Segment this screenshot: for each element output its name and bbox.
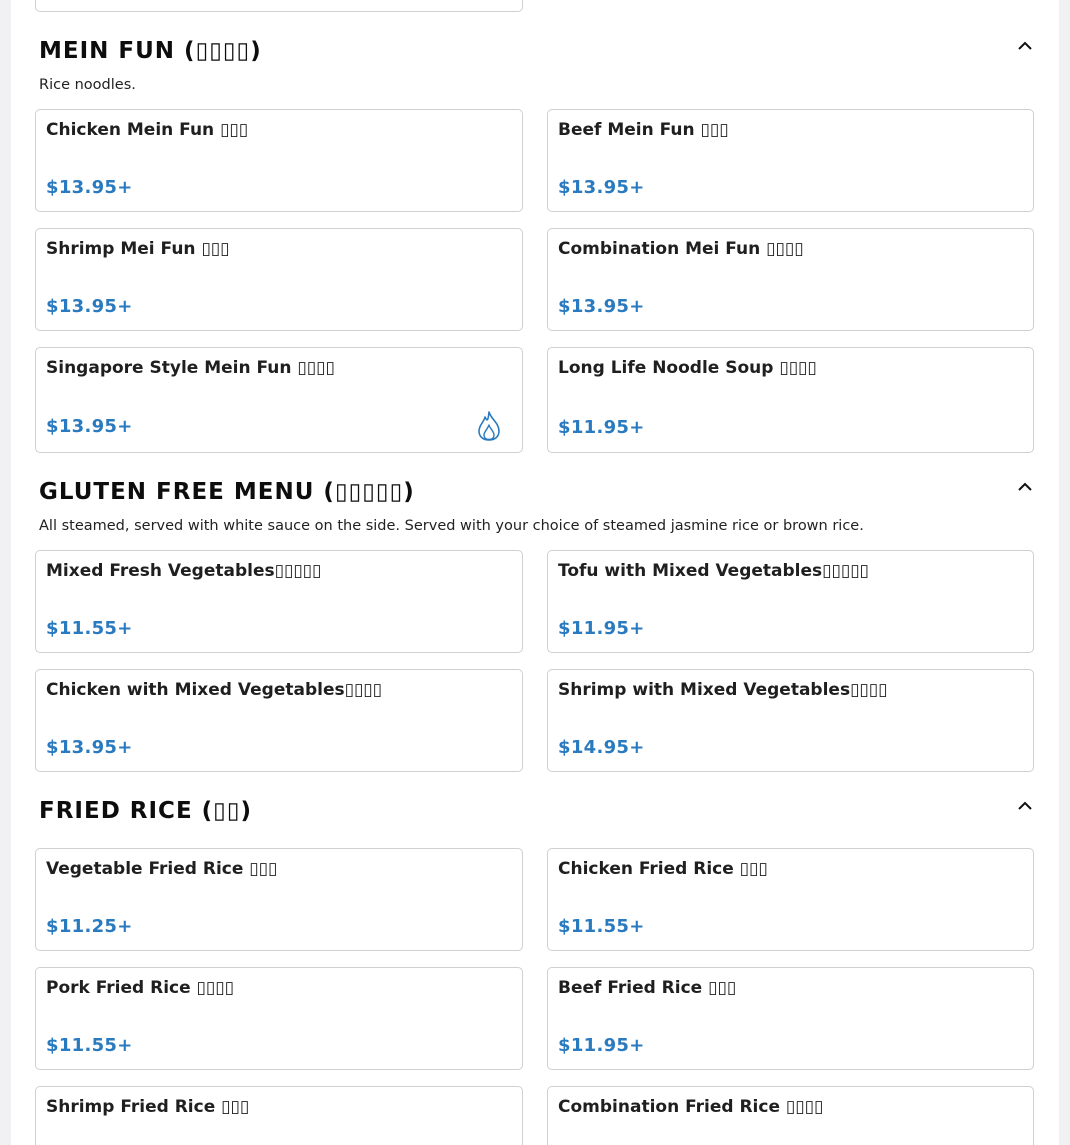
menu-item-price: $13.95+: [46, 177, 133, 198]
menu-item-price: $11.55+: [46, 1035, 133, 1056]
menu-item-card[interactable]: [547, 967, 1034, 1070]
menu-item-card[interactable]: [547, 347, 1034, 453]
menu-item-card[interactable]: [35, 550, 523, 653]
menu-item-name: Combination Fried Rice ▯▯▯▯: [558, 1097, 824, 1117]
chevron-up-icon[interactable]: [1015, 38, 1035, 54]
section-title-fried-rice: FRIED RICE (▯▯): [39, 798, 252, 824]
menu-item-name: Mixed Fresh Vegetables▯▯▯▯▯: [46, 561, 322, 581]
menu-item-name: Chicken Mein Fun ▯▯▯: [46, 120, 249, 140]
menu-item-card[interactable]: [547, 1086, 1034, 1145]
menu-item-price: $11.55+: [558, 916, 645, 937]
menu-item-name: Shrimp Mei Fun ▯▯▯: [46, 239, 230, 259]
menu-item-card[interactable]: [547, 848, 1034, 951]
menu-item-name: Pork Fried Rice ▯▯▯▯: [46, 978, 234, 998]
menu-item-card[interactable]: [547, 109, 1034, 212]
chevron-up-icon[interactable]: [1015, 798, 1035, 814]
menu-item-card[interactable]: [35, 109, 523, 212]
menu-item-name: Shrimp Fried Rice ▯▯▯: [46, 1097, 250, 1117]
menu-item-name: Tofu with Mixed Vegetables▯▯▯▯▯: [558, 561, 869, 581]
menu-item-card[interactable]: [35, 669, 523, 772]
menu-item-price: $13.95+: [46, 296, 133, 317]
menu-item-card[interactable]: [35, 967, 523, 1070]
menu-item-price: $11.55+: [46, 618, 133, 639]
menu-item-price: $11.25+: [46, 916, 133, 937]
menu-item-name: Vegetable Fried Rice ▯▯▯: [46, 859, 278, 879]
menu-item-name: Long Life Noodle Soup ▯▯▯▯: [558, 358, 817, 378]
menu-item-card[interactable]: [35, 347, 523, 453]
menu-item-price: $13.95+: [46, 737, 133, 758]
menu-item-name: Chicken with Mixed Vegetables▯▯▯▯: [46, 680, 383, 700]
menu-item-card[interactable]: [547, 550, 1034, 653]
menu-item-price: $11.95+: [558, 618, 645, 639]
menu-item-price: $14.95+: [558, 737, 645, 758]
section-title-mein-fun: MEIN FUN (▯▯▯▯): [39, 38, 262, 64]
menu-page: [11, 0, 1059, 1145]
menu-item-card[interactable]: [35, 228, 523, 331]
menu-item-name: Beef Fried Rice ▯▯▯: [558, 978, 737, 998]
section-description-mein-fun: Rice noodles.: [39, 77, 136, 93]
menu-item-name: Combination Mei Fun ▯▯▯▯: [558, 239, 804, 259]
menu-item-name: Chicken Fried Rice ▯▯▯: [558, 859, 768, 879]
menu-item-card[interactable]: [35, 848, 523, 951]
menu-item-card[interactable]: [547, 228, 1034, 331]
menu-item-price: $11.95+: [558, 1035, 645, 1056]
menu-item-name: Beef Mein Fun ▯▯▯: [558, 120, 729, 140]
menu-item-price: $13.95+: [46, 416, 133, 437]
menu-item-price: $13.95+: [558, 177, 645, 198]
chevron-up-icon[interactable]: [1015, 479, 1035, 495]
section-title-gluten-free: GLUTEN FREE MENU (▯▯▯▯▯): [39, 479, 415, 505]
flame-icon: [476, 410, 502, 442]
menu-item-card[interactable]: [547, 669, 1034, 772]
menu-item-price: $11.95+: [558, 417, 645, 438]
menu-item-name: Singapore Style Mein Fun ▯▯▯▯: [46, 358, 335, 378]
menu-item-card-partial[interactable]: [35, 0, 523, 12]
menu-item-price: $13.95+: [558, 296, 645, 317]
menu-item-card[interactable]: [35, 1086, 523, 1145]
menu-item-name: Shrimp with Mixed Vegetables▯▯▯▯: [558, 680, 888, 700]
section-description-gluten-free: All steamed, served with white sauce on the side. Served with your choice of steamed jasmine rice or brown rice.: [39, 518, 864, 534]
